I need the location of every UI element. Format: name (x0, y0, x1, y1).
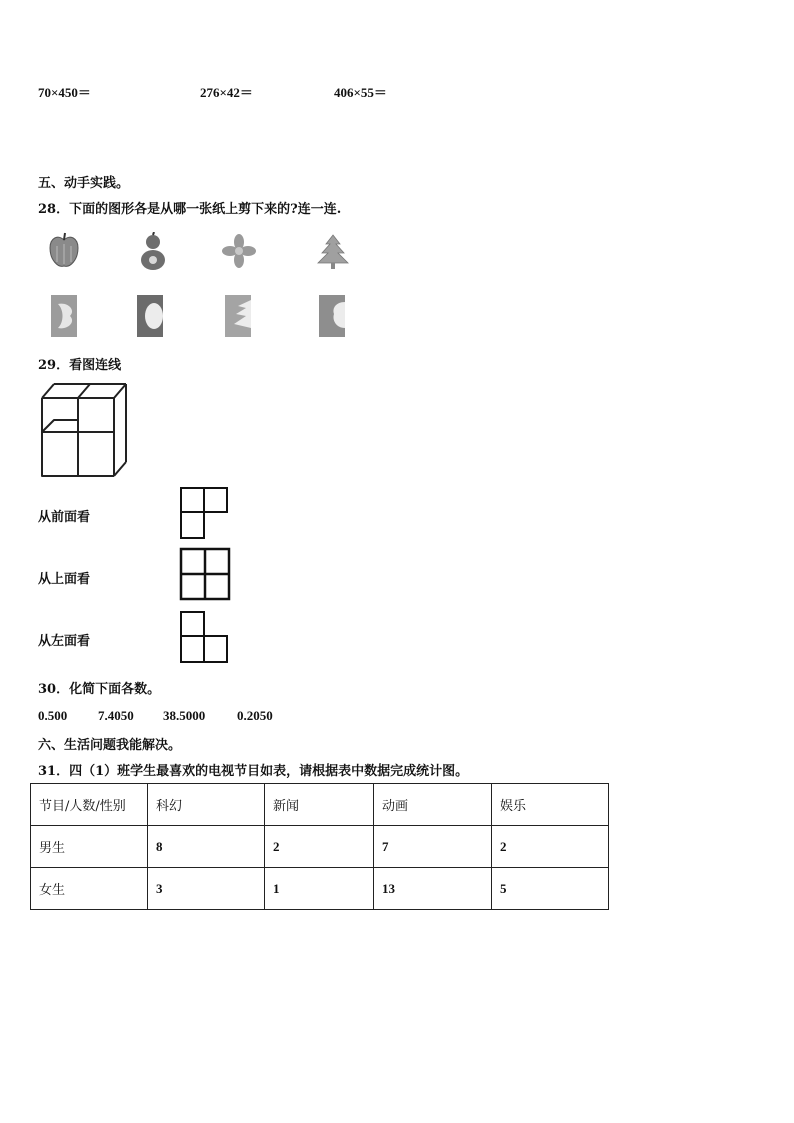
table-row (31, 868, 609, 910)
view-grid-l-shape-a (178, 486, 230, 540)
paper-leaf-cut-icon (50, 294, 78, 338)
calc-item-1: 70×450＝ (38, 85, 91, 100)
q28-text: 28．下面的图形各是从哪一张纸上剪下来的?连一连. (38, 202, 342, 217)
section5-title: 五、动手实践。 (38, 176, 130, 191)
cube-stack-figure (38, 380, 130, 480)
table-cell: 7 (374, 826, 492, 868)
q29-text: 29．看图连线 (38, 358, 122, 373)
table-cell: 3 (148, 868, 265, 910)
number-item-3: 38.5000 (163, 708, 206, 723)
table-cell: 1 (265, 868, 374, 910)
table-row-label: 男生 (31, 826, 148, 868)
table-header-cell: 新闻 (265, 784, 374, 826)
flower-shape-icon (222, 234, 256, 268)
tv-program-table (30, 783, 609, 910)
table-header-row (31, 784, 609, 826)
table-header-cell: 科幻 (148, 784, 265, 826)
calc-item-2: 276×42＝ (200, 85, 253, 100)
table-header-cell: 节目/人数/性别 (31, 784, 148, 826)
view-label-front: 从前面看 (38, 510, 91, 525)
paper-apple-cut-icon (318, 294, 346, 338)
table-header-cell: 娱乐 (492, 784, 609, 826)
number-item-1: 0.500 (38, 708, 68, 723)
view-grid-square (178, 547, 232, 601)
q31-text: 31．四（1）班学生最喜欢的电视节目如表，请根据表中数据完成统计图。 (38, 764, 469, 779)
section6-title: 六、生活问题我能解决。 (38, 738, 182, 753)
apple-shape-icon (48, 232, 80, 270)
q30-text: 30．化简下面各数。 (38, 682, 161, 697)
number-item-4: 0.2050 (237, 708, 273, 723)
gourd-shape-icon (138, 232, 168, 272)
table-cell: 5 (492, 868, 609, 910)
paper-circle-cut-icon (136, 294, 164, 338)
tree-shape-icon (316, 234, 350, 270)
table-cell: 2 (492, 826, 609, 868)
view-grid-l-shape-b (178, 610, 230, 664)
calc-item-3: 406×55＝ (334, 85, 387, 100)
view-label-top: 从上面看 (38, 572, 91, 587)
table-cell: 13 (374, 868, 492, 910)
number-item-2: 7.4050 (98, 708, 134, 723)
paper-tree-cut-icon (224, 294, 252, 338)
table-cell: 8 (148, 826, 265, 868)
table-row (31, 826, 609, 868)
view-label-left: 从左面看 (38, 634, 91, 649)
table-row-label: 女生 (31, 868, 148, 910)
table-cell: 2 (265, 826, 374, 868)
table-header-cell: 动画 (374, 784, 492, 826)
